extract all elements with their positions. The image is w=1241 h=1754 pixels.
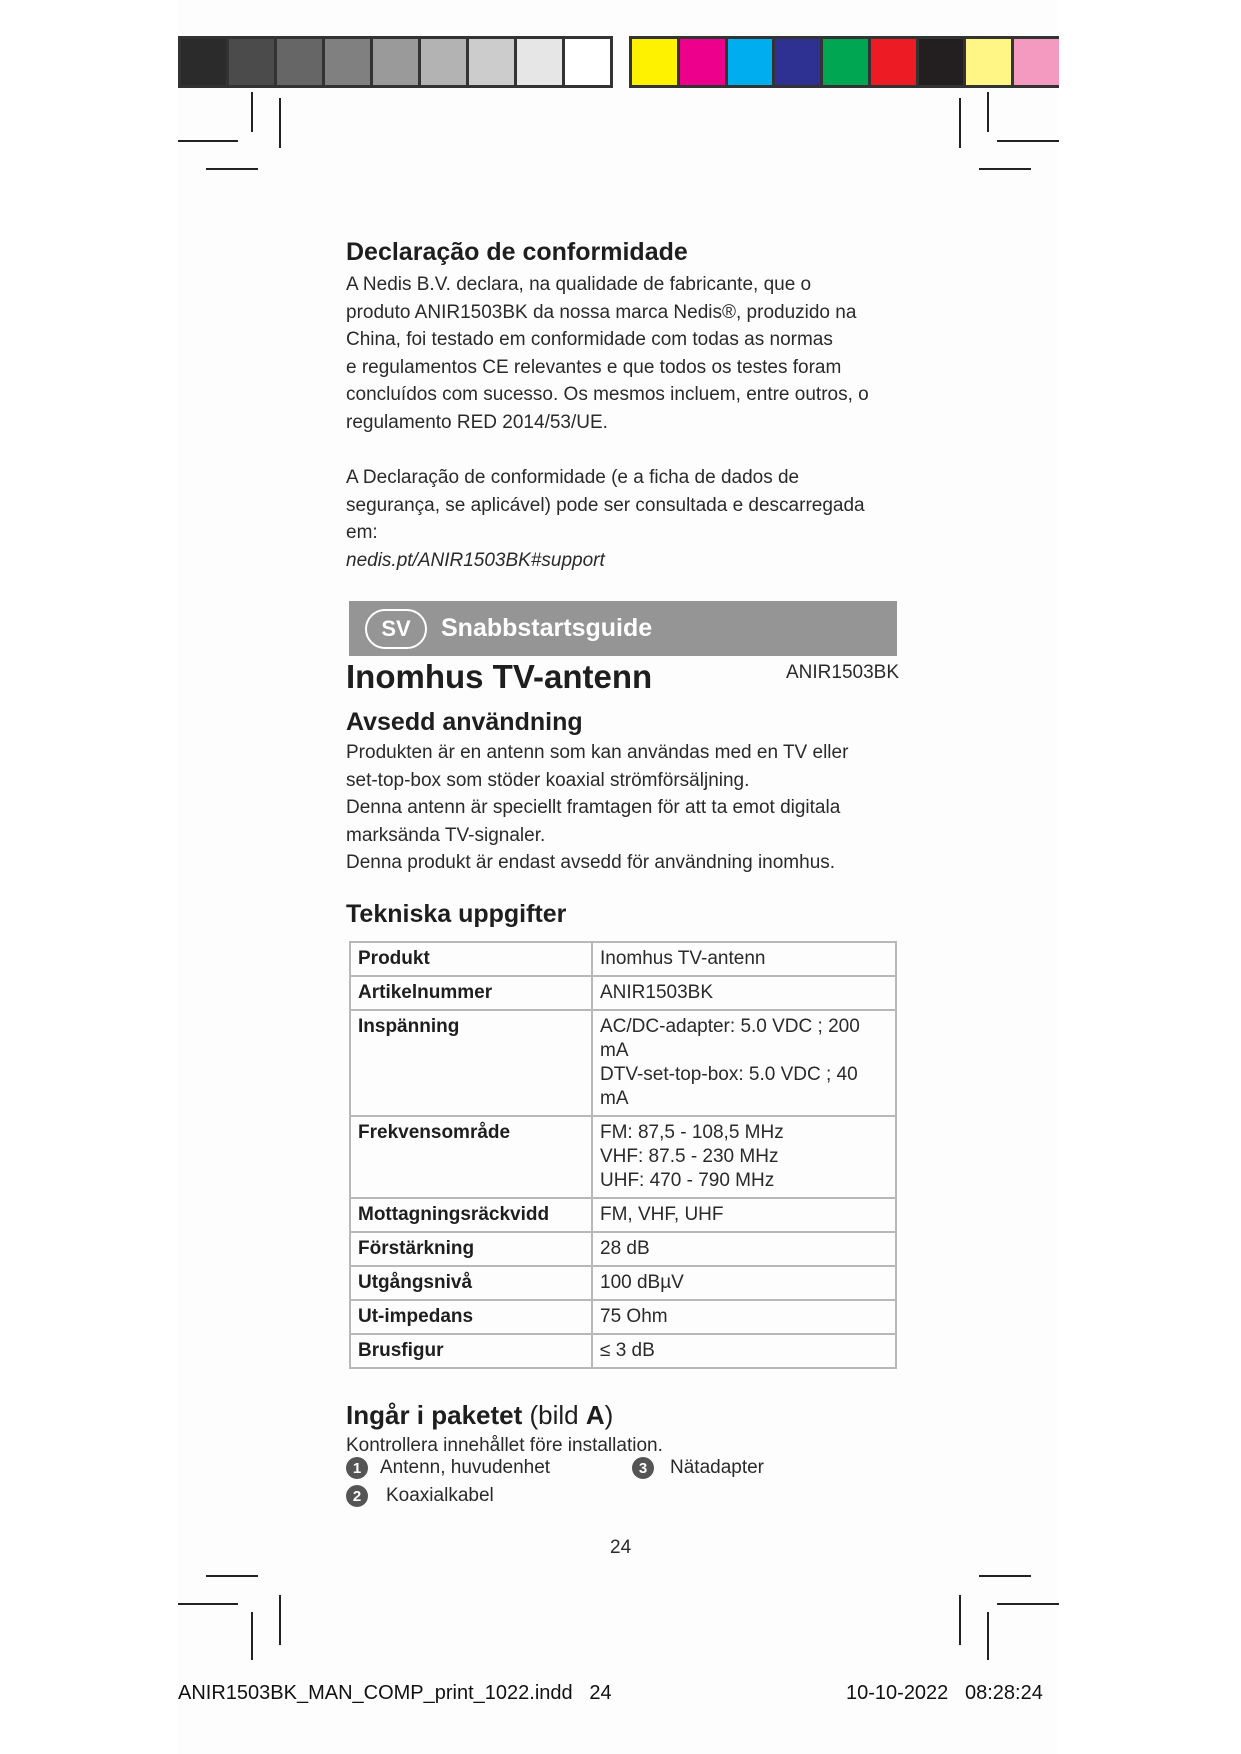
spec-value: AC/DC-adapter: 5.0 VDC ; 200 mA DTV-set-top-box: 5.0 VDC ; 40 mA	[592, 1010, 896, 1116]
spec-row	[350, 976, 896, 1010]
declaration-heading: Declaração de conformidade	[346, 238, 688, 266]
product-title: Inomhus TV-antenn	[346, 658, 653, 695]
text-line: Denna antenn är speciellt framtagen för att ta emot digitala	[346, 797, 841, 819]
spec-value: 100 dBµV	[592, 1266, 896, 1300]
color-swatch	[229, 39, 277, 85]
package-heading	[346, 1400, 896, 1431]
specs-table	[349, 941, 897, 1369]
text-line: regulamento RED 2014/53/UE.	[346, 411, 608, 433]
spec-row	[350, 1198, 896, 1232]
package-item-label: Antenn, huvudenhet	[380, 1457, 551, 1478]
text-line: Denna produkt är endast avsedd för användning inomhus.	[346, 852, 836, 874]
text-line: A Nedis B.V. declara, na qualidade de fabricante, que o	[346, 274, 812, 295]
spec-row	[350, 1116, 896, 1198]
process-color-bar	[629, 36, 1059, 88]
crop-mark	[997, 1603, 1059, 1605]
color-swatch	[823, 39, 871, 85]
crop-mark	[251, 1612, 253, 1660]
spec-label-cell	[350, 976, 592, 1010]
spec-row	[350, 1266, 896, 1300]
spec-label: Produkt	[358, 948, 430, 969]
support-url[interactable]: nedis.pt/ANIR1503BK#support	[346, 549, 605, 571]
crop-mark	[987, 1612, 989, 1660]
spec-row	[350, 1010, 896, 1116]
package-intro: Kontrollera innehållet före installation.	[346, 1435, 663, 1456]
spec-value: 28 dB	[592, 1232, 896, 1266]
declaration-download-paragraph	[346, 464, 896, 574]
quick-start-title: Snabbstartsguide	[441, 614, 653, 642]
slug-time: 08:28:24	[964, 1682, 1043, 1704]
spec-label-cell	[350, 1300, 592, 1334]
crop-mark	[251, 92, 253, 132]
color-swatch	[277, 39, 325, 85]
spec-label-cell	[350, 1334, 592, 1368]
color-swatch	[469, 39, 517, 85]
crop-mark	[206, 1575, 258, 1577]
specs-heading: Tekniska uppgifter	[346, 900, 567, 928]
slug-page: 24	[589, 1682, 612, 1704]
color-swatch	[680, 39, 728, 85]
spec-label-cell	[350, 1010, 592, 1116]
spec-label: Utgångsnivå	[358, 1272, 473, 1293]
crop-mark	[279, 1595, 281, 1645]
color-swatch	[181, 39, 229, 85]
package-heading-figure-suffix: )	[604, 1400, 614, 1430]
spec-row	[350, 942, 896, 976]
spec-row	[350, 1334, 896, 1368]
text-line: e regulamentos CE relevantes e que todos os testes foram	[346, 356, 842, 378]
package-heading-figure-letter: A	[585, 1400, 605, 1430]
spec-label-cell	[350, 1232, 592, 1266]
spec-label: Förstärkning	[358, 1238, 475, 1259]
text-line: set-top-box som stöder koaxial strömförsäljning.	[346, 769, 750, 791]
intended-use-paragraph	[346, 739, 896, 877]
spec-label: Frekvensområde	[358, 1122, 511, 1143]
package-item-label: Nätadapter	[670, 1457, 765, 1478]
text-line: segurança, se aplicável) pode ser consultada e descarregada	[346, 494, 865, 516]
crop-mark	[987, 92, 989, 132]
crop-mark	[979, 1575, 1031, 1577]
spec-value: ANIR1503BK	[592, 976, 896, 1010]
color-swatch	[966, 39, 1014, 85]
crop-mark	[206, 168, 258, 170]
crop-mark	[997, 140, 1059, 142]
text-line: concluídos com sucesso. Os mesmos incluem, entre outros, o	[346, 384, 869, 406]
slug-filename: ANIR1503BK_MAN_COMP_print_1022.indd	[178, 1682, 573, 1704]
item-number-badge: 1	[346, 1457, 368, 1479]
color-swatch	[517, 39, 565, 85]
item-number-badge: 3	[632, 1457, 654, 1479]
page-number: 24	[610, 1537, 632, 1558]
text-line: Produkten är en antenn som kan användas med en TV eller	[346, 742, 849, 763]
item-number-badge: 2	[346, 1485, 368, 1507]
color-swatch	[632, 39, 680, 85]
spec-label: Ut-impedans	[358, 1306, 474, 1327]
spec-value: Inomhus TV-antenn	[592, 942, 896, 976]
crop-mark	[959, 1595, 961, 1645]
color-swatch	[325, 39, 373, 85]
spec-value: FM: 87,5 - 108,5 MHz VHF: 87.5 - 230 MHz UHF: 470 - 790 MHz	[592, 1116, 896, 1198]
crop-mark	[178, 1603, 238, 1605]
text-line: China, foi testado em conformidade com todas as normas	[346, 329, 833, 351]
package-item	[346, 1457, 550, 1479]
slug-date: 10-10-2022	[846, 1682, 949, 1704]
spec-value: ≤ 3 dB	[592, 1334, 896, 1368]
package-item	[346, 1485, 494, 1507]
text-line: em:	[346, 522, 378, 544]
language-section-band	[349, 601, 897, 656]
package-heading-figure-prefix: (bild	[529, 1400, 586, 1430]
spec-label: Mottagningsräckvidd	[358, 1204, 550, 1225]
crop-mark	[959, 98, 961, 148]
spec-value: 75 Ohm	[592, 1300, 896, 1334]
spec-row	[350, 1300, 896, 1334]
declaration-paragraph	[346, 271, 896, 437]
color-swatch	[775, 39, 823, 85]
spec-label: Artikelnummer	[358, 982, 493, 1003]
text-line: marksända TV-signaler.	[346, 824, 546, 846]
crop-mark	[279, 98, 281, 148]
color-swatch	[728, 39, 776, 85]
spec-label-cell	[350, 1116, 592, 1198]
spec-label: Inspänning	[358, 1016, 460, 1037]
print-slug-timestamp	[846, 1682, 1043, 1705]
language-badge: SV	[365, 609, 427, 649]
spec-label-cell	[350, 942, 592, 976]
print-slug-file	[178, 1682, 612, 1705]
package-item	[632, 1457, 764, 1479]
grayscale-color-bar	[178, 36, 613, 88]
color-swatch	[421, 39, 469, 85]
intended-use-heading: Avsedd användning	[346, 708, 583, 736]
color-swatch	[373, 39, 421, 85]
spec-row	[350, 1232, 896, 1266]
text-line: A Declaração de conformidade (e a ficha de dados de	[346, 467, 800, 488]
color-swatch	[1014, 39, 1059, 85]
spec-label-cell	[350, 1198, 592, 1232]
color-swatch	[565, 39, 610, 85]
color-swatch	[919, 39, 967, 85]
spec-value: FM, VHF, UHF	[592, 1198, 896, 1232]
spec-label-cell	[350, 1266, 592, 1300]
text-line: produto ANIR1503BK da nossa marca Nedis®, produzido na	[346, 301, 857, 323]
package-heading-main: Ingår i paketet	[346, 1400, 523, 1430]
package-item-label: Koaxialkabel	[386, 1485, 494, 1506]
crop-mark	[979, 168, 1031, 170]
color-swatch	[871, 39, 919, 85]
spec-label: Brusfigur	[358, 1340, 444, 1361]
model-number: ANIR1503BK	[786, 662, 900, 683]
crop-mark	[178, 140, 238, 142]
